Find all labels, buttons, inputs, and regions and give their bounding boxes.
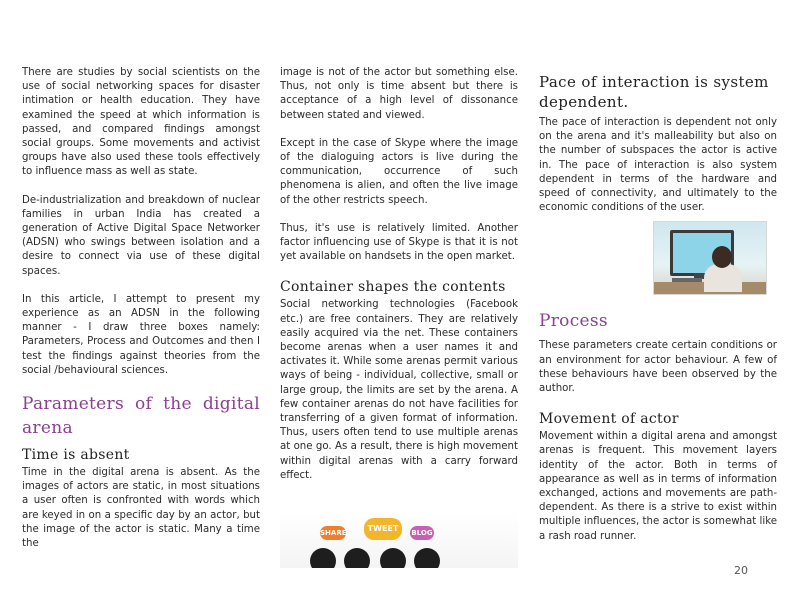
container-paragraph: Social networking technologies (Facebook etc.) are free containers. They are relatively easily acquired via the net. These containers become arenas when a user names it and activates it. While some arenas permit various ways of being - individual, collective, small or large group, the limits are set by the arena. A few container arenas do not have facilities for transferring of a given format of information. Thus, users often tend to use multiple arenas at one go. As a result, there is high movement within digital arenas with a carry forward effect. — [280, 299, 518, 481]
middle-paragraph-3: Thus, it's use is relatively limited. Another factor influencing use of Skype is that it is not yet available on handsets in the open market. — [280, 222, 518, 263]
intro-paragraph-2: De-industrialization and breakdown of nuclear families in urban India has created a generation of Active Digital Space Networker (ADSN) who swings between isolation and a desire to connect via use of these digital spaces. — [22, 194, 260, 277]
tweet-bubble: TWEET — [364, 518, 402, 540]
intro-paragraph-3: In this article, I attempt to present my experience as an ADSN in the following manner - I draw three boxes namely: Parameters, Process and Outcomes and then I test the findings against theories from the social /behavioural sciences. — [22, 293, 260, 376]
social-media-photo — [280, 512, 518, 568]
intro-paragraph-1: There are studies by social scientists on the use of social networking spaces for disaster intimation or health education. They have examined the speed at which information is passed, and compared findings amongst social groups. Some movements and activist groups have also used these tools effectively to influence mass as well as state. — [22, 67, 260, 178]
page-number: 20 — [734, 564, 748, 577]
heading-parameters: Parameters of the digital arena — [22, 394, 260, 439]
heading-container: Container shapes the contents — [280, 279, 506, 296]
person-head — [380, 548, 406, 568]
blog-bubble: BLOG — [410, 526, 434, 540]
time-paragraph: Time in the digital arena is absent. As the images of actors are static, in most situations a user often is confronted with words which are keyed in on a specific day by an actor, but the image of the actor is static. Many a time the — [22, 467, 260, 550]
pace-paragraph: The pace of interaction is dependent not only on the arena and it's malleability but also on the number of subspaces the actor is active in. The pace of interaction is also system dependent in terms of the hardware and speed of connectivity, and ultimately to the economic conditions of the user. — [539, 117, 777, 214]
heading-time-is-absent: Time is absent — [22, 447, 130, 464]
process-paragraph: These parameters create certain conditions or an environment for actor behaviour. A few of these behaviours have been observed by the author. — [539, 340, 777, 395]
person-head — [344, 548, 370, 568]
person-head — [414, 548, 440, 568]
column-right — [539, 72, 777, 548]
middle-paragraph-2: Except in the case of Skype where the image of the dialoguing actors is live during the communication, occurrence of such phenomena is alien, and often the live image of the other restricts speech. — [280, 137, 518, 206]
movement-paragraph: Movement within a digital arena and amongst arenas is frequent. This movement layers identity of the actor. Both in terms of appearance as well as in terms of information exchanged, actions and movements are path-dependent. As there is a strive to exist within multiple influences, the actor is somewhat like a rash road runner. — [539, 431, 777, 542]
column-middle — [280, 66, 518, 487]
middle-paragraph-1: image is not of the actor but something else. Thus, not only is time absent but there is acceptance of a high level of dissonance between stated and viewed. — [280, 67, 518, 121]
column-left — [22, 66, 260, 555]
heading-pace: Pace of interaction is system dependent. — [539, 73, 769, 111]
heading-process: Process — [539, 311, 608, 332]
person-head — [310, 548, 336, 568]
heading-movement: Movement of actor — [539, 411, 679, 428]
share-bubble: SHARE — [320, 526, 346, 540]
computer-user-photo — [653, 221, 767, 295]
